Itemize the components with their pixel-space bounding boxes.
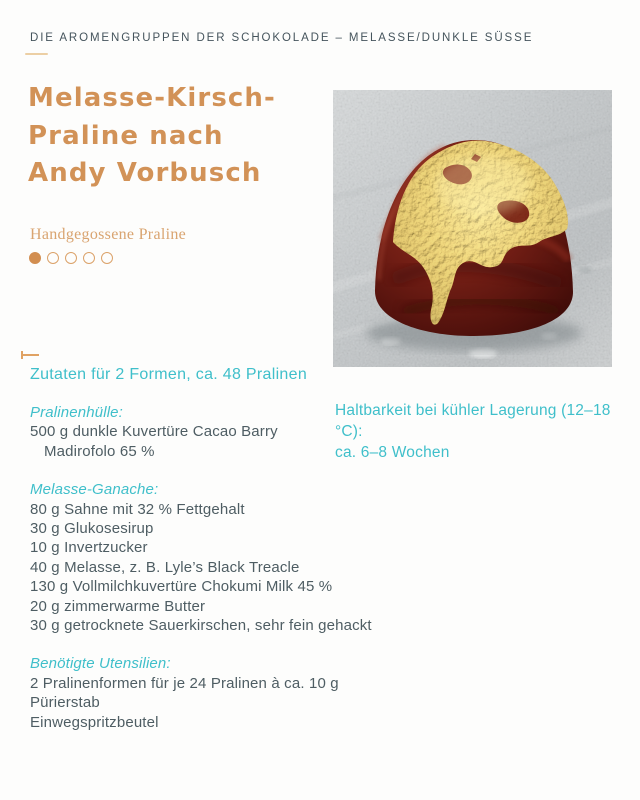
ingredient-line: 30 g getrocknete Sauerkirschen, sehr fein gehackt [30,617,372,635]
ingredient-line: 80 g Sahne mit 32 % Fettgehalt [30,500,245,518]
difficulty-dot [65,252,77,264]
praline-photo [333,90,612,367]
ingredient-section-ganache [30,480,372,635]
recipe-title-line: Praline nach [28,120,224,151]
chapter-kicker: DIE AROMENGRUPPEN DER SCHOKOLADE – MELASSE/DUNKLE SÜSSE [30,32,534,44]
recipe-title [28,80,328,193]
section-heading: Melasse-Ganache: [30,481,159,499]
storage-note [335,400,640,463]
difficulty-dot [101,252,113,264]
utensil-line: 2 Pralinenformen für je 24 Pralinen à ca. 10 g [30,674,339,692]
ingredient-line: 30 g Glukosesirup [30,520,154,538]
utensil-line: Pürierstab [30,694,100,712]
kicker-underline [25,53,48,55]
difficulty-dots [29,252,113,264]
section-tick-rule [21,351,39,359]
ingredient-line: 20 g zimmerwarme Butter [30,597,206,615]
ingredients-column [30,403,372,751]
ingredient-line: 500 g dunkle Kuvertüre Cacao Barry [30,423,278,441]
recipe-title-line: Melasse-Kirsch- [28,83,276,113]
utensils-section [30,654,339,732]
praline-photo-illustration [333,90,612,367]
ingredient-line: 130 g Vollmilchkuvertüre Chokumi Milk 45 % [30,578,333,596]
storage-note-line: ca. 6–8 Wochen [335,444,450,461]
yield-note: Zutaten für 2 Formen, ca. 48 Pralinen [30,366,308,383]
difficulty-dot [83,252,95,264]
difficulty-dot [47,252,59,264]
difficulty-dot [29,252,41,264]
section-heading: Pralinenhülle: [30,404,123,421]
ingredient-section-shell [30,403,335,461]
tick-horizontal [21,354,39,356]
section-heading: Benötigte Utensilien: [30,655,171,673]
storage-note-line: Haltbarkeit bei kühler Lagerung (12–18 °C): [335,402,611,440]
ingredient-line: Madirofolo 65 % [44,442,155,460]
recipe-title-line: Andy Vorbusch [28,158,262,188]
recipe-subtitle: Handgegossene Praline [30,226,187,243]
utensil-line: Einwegspritzbeutel [30,713,159,731]
ingredient-line: 10 g Invertzucker [30,539,148,557]
ingredient-line: 40 g Melasse, z. B. Lyle’s Black Treacle [30,558,300,576]
